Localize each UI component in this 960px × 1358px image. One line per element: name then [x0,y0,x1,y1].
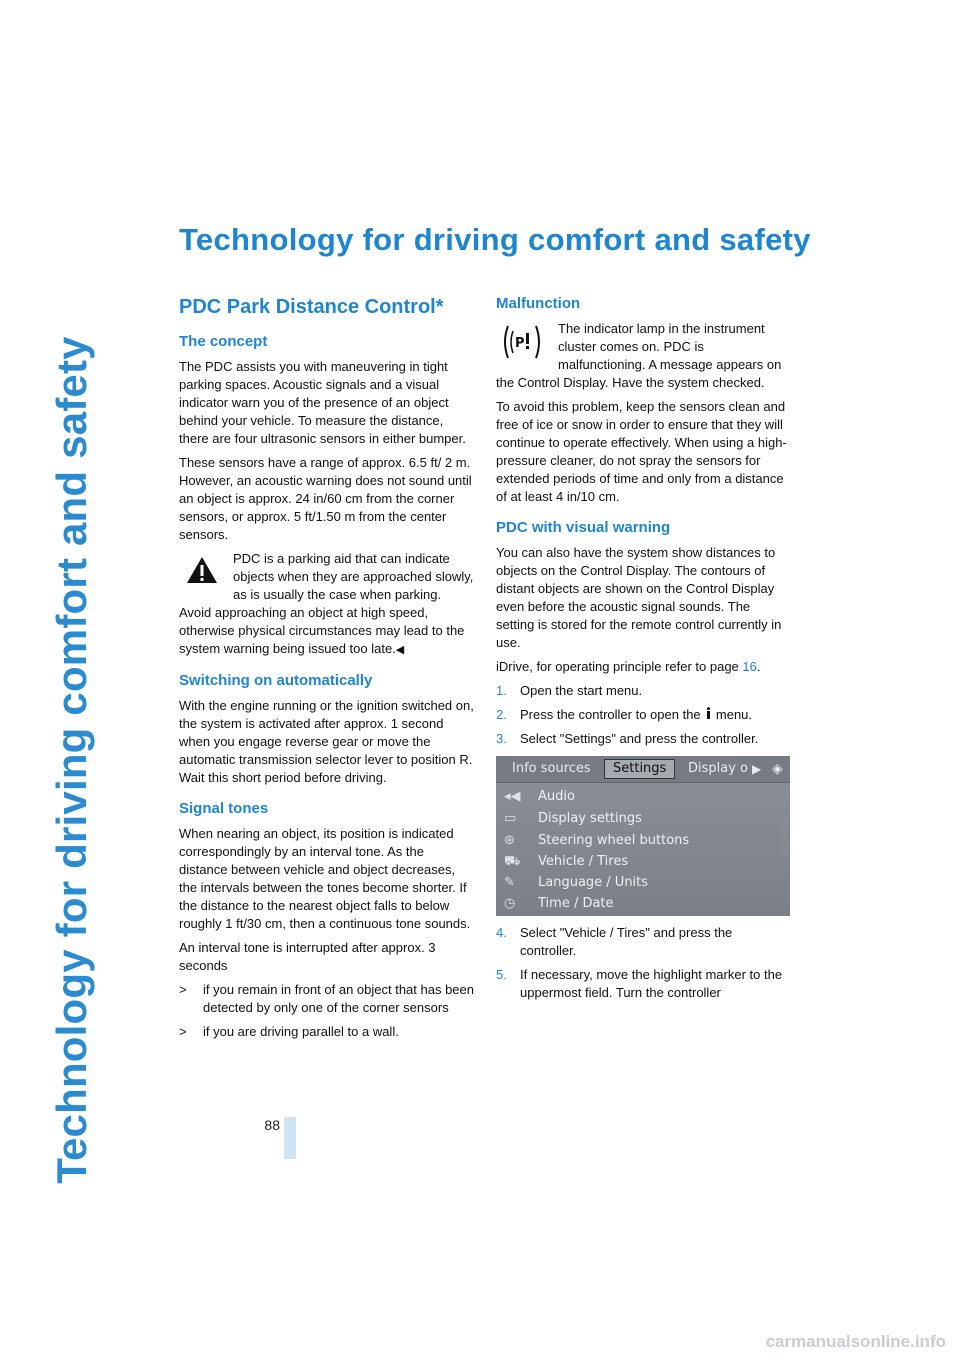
warning-icon [179,550,225,590]
display-icon: ▭ [504,811,517,826]
concept-paragraph-2: These sensors have a range of approx. 6.5 ft/ 2 m. However, an acoustic warning does not sound until an object is approx. 24 in/60 cm from the corner sensors, or approx. 5 ft/1.50 m from the center sensors. [179,455,472,542]
malfunction-paragraph-2: To avoid this problem, keep the sensors clean and free of ice or snow in order to ensure that they will continue to operate effectively. When using a high-pressure cleaner, do not spray the sensors for extended periods of time and only from a distance of at least 4 in/10 cm. [496,399,787,504]
clock-icon: ◷ [504,896,516,911]
audio-icon: ◂◀ [504,789,521,804]
warning-text: PDC is a parking aid that can indicate objects when they are approached slowly, as is usually the case when parking. Avoid approaching an object at high speed, otherwise physical circumstances may lead to the system warning being issued too late. [179,551,474,656]
heading-malfunction: Malfunction [496,295,581,312]
controller-dial-icon: ◈ [772,761,783,777]
heading-switching: Switching on automatically [179,672,373,689]
list-item: 5. If necessary, move the highlight marker to the uppermost field. Turn the controller [496,967,783,1000]
left-column [179,294,475,1047]
control-display-screenshot [496,756,790,916]
image-code: US0198CA [782,819,790,856]
malfunction-note [496,320,792,392]
idrive-reference: iDrive, for operating principle refer to page 16. [496,659,761,674]
steering-wheel-icon: ⊛ [504,833,515,848]
tab-display[interactable]: Display o [688,761,749,776]
menu-item-audio[interactable]: ◂◀ Audio [504,787,575,807]
heading-signal-tones: Signal tones [179,800,269,817]
list-item: 1. Open the start menu. [496,683,643,698]
list-item: 3. Select "Settings" and press the controller. [496,731,759,746]
svg-text:P: P [515,336,525,351]
visual-paragraph-1: You can also have the system show distances to objects on the Control Display. The contours of distant objects are shown on the Control Display even before the acoustic signal sounds. The setting is stored for the remote control currently in use. [496,545,782,650]
right-column [496,294,792,1008]
page-title: Technology for driving comfort and safety [179,222,811,257]
tab-settings[interactable]: Settings [604,759,675,779]
signal-paragraph-2: An interval tone is interrupted after approx. 3 seconds [179,940,436,973]
tab-info-sources[interactable]: Info sources [512,761,591,776]
switching-paragraph: With the engine running or the ignition switched on, the system is activated after approx. 1 second when you engage reverse gear or move the automatic transmission selector lever to position R. Wait this short period before driving. [179,698,474,785]
vehicle-icon: ⛟ [504,854,521,869]
page-number-bar [284,1117,296,1159]
concept-paragraph-1: The PDC assists you with maneuvering in tight parking spaces. Acoustic signals and a visual indicator warn you of the presence of an object behind your vehicle. To measure the distance, there are four ultrasonic sensors in either bumper. [179,359,466,446]
language-icon: ✎ [504,875,515,890]
signal-bullet-list [179,981,475,1041]
end-mark-icon: ◀ [395,644,405,656]
watermark-logo: carmanualsonline.info [765,1332,946,1351]
menu-item-steering-wheel-buttons[interactable]: ⊛ Steering wheel buttons [504,831,689,851]
menu-item-vehicle-tires[interactable]: ⛟ Vehicle / Tires [504,852,628,872]
steps-list-a [496,682,792,748]
signal-paragraph-1: When nearing an object, its position is indicated correspondingly by an interval tone. As the distance between vehicle and object decreases, the intervals between the tones become shorter. If the distance to the nearest object falls to below roughly 1 ft/30 cm, then a continuous tone sounds. [179,826,471,931]
tab-bar [496,756,790,783]
list-item: > if you remain in front of an object that has been detected by only one of the corner sensors [179,982,475,1015]
malfunction-text: The indicator lamp in the instrument cluster comes on. PDC is malfunctioning. A message appears on the Control Display. Have the system checked. [496,321,782,390]
section-heading-pdc: PDC Park Distance Control* [179,296,444,318]
side-chapter-title: Technology for driving comfort and safety [48,336,95,1184]
pdc-indicator-icon [496,320,548,364]
chevron-right-icon[interactable]: ▶ [752,762,762,776]
page-number: 88 [264,1117,280,1133]
steps-list-b [496,924,792,1002]
page-link[interactable]: 16 [742,659,757,674]
menu-item-display-settings[interactable]: ▭ Display settings [504,809,642,829]
list-item: 2. Press the controller to open the menu. [496,707,753,722]
list-item: 4. Select "Vehicle / Tires" and press the controller. [496,925,733,958]
list-item: > if you are driving parallel to a wall. [179,1024,399,1039]
menu-item-language-units[interactable]: ✎ Language / Units [504,873,648,893]
warning-note [179,550,475,659]
menu-item-time-date[interactable]: ◷ Time / Date [504,894,614,914]
heading-visual-warning: PDC with visual warning [496,519,671,536]
heading-concept: The concept [179,333,268,350]
